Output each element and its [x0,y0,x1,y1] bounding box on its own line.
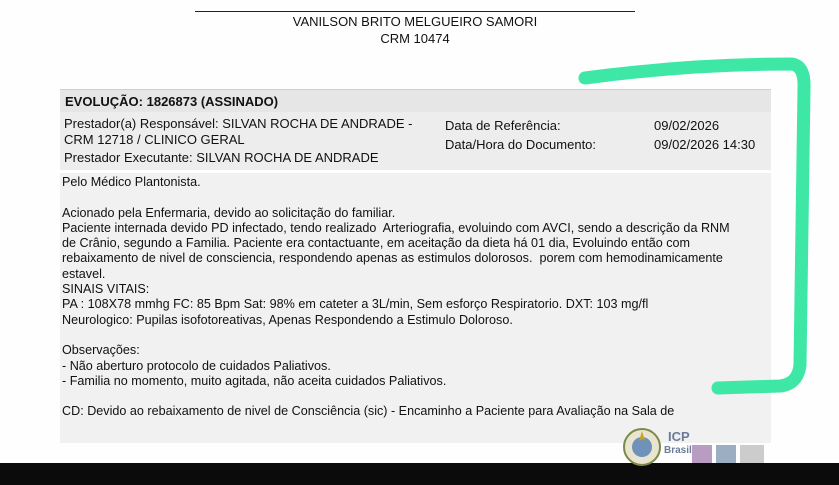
body-line: SINAIS VITAIS: [62,282,150,297]
evolution-header [60,89,771,112]
body-line: CD: Devido ao rebaixamento de nivel de Consciência (sic) - Encaminho a Paciente para Avaliação na Sala de [62,404,675,419]
evolution-info [60,112,771,170]
body-line: Observações: [62,343,140,358]
evolution-title: EVOLUÇÃO: 1826873 (ASSINADO) [65,94,279,109]
evolution-text [62,175,770,420]
body-line: Pelo Médico Plantonista. [62,175,201,189]
body-line: de Crânio, segundo a Familia. Paciente era contactuante, em aceitação da dieta há 01 dia, Evoluindo então com [62,236,690,251]
body-line: estavel. [62,266,106,281]
icp-brasil-seal-icon [620,425,768,471]
body-line [62,389,770,404]
reference-date-label: Data de Referência: [445,118,561,133]
seal-text-icp: ICP [668,429,690,444]
body-line [62,190,770,205]
seal-text-brasil: Brasil [664,445,692,456]
responsible-line1: Prestador(a) Responsável: SILVAN ROCHA DE ANDRADE - [64,116,413,131]
doctor-crm: CRM 10474 [380,31,450,46]
body-line: Neurologico: Pupilas isofotoreativas, Apenas Respondendo a Estimulo Doloroso. [62,312,513,327]
document-datetime-label: Data/Hora do Documento: [445,137,597,152]
responsible-line2: CRM 12718 / CLINICO GERAL [64,132,245,147]
reference-date-value: 09/02/2026 [654,118,720,133]
body-line: Paciente internada devido PD infectado, tendo realizado Arteriografia, evoluindo com AVCI, sendo a descrição da RNM [62,220,730,235]
body-line: Acionado pela Enfermaria, devido ao solicitação do familiar. [62,205,396,220]
body-line: rebaixamento de nivel de consciencia, respondendo apenas as estimulos dolorosos. porem com hemodinamicamente [62,251,723,266]
signature-line [195,11,635,12]
body-line [62,328,770,343]
body-line: - Familia no momento, muito agitada, não aceita cuidados Paliativos. [62,373,447,388]
evolution-body [60,173,771,443]
body-line: PA : 108X78 mmhg FC: 85 Bpm Sat: 98% em cateter a 3L/min, Sem esforço Respiratorio. DXT: 103 mg/fl [62,297,649,312]
executor-line: Prestador Executante: SILVAN ROCHA DE ANDRADE [64,150,379,165]
document-datetime-value: 09/02/2026 14:30 [654,137,756,152]
body-line: - Não aberturo protocolo de cuidados Paliativos. [62,358,331,373]
doctor-name: VANILSON BRITO MELGUEIRO SAMORI [292,14,538,29]
